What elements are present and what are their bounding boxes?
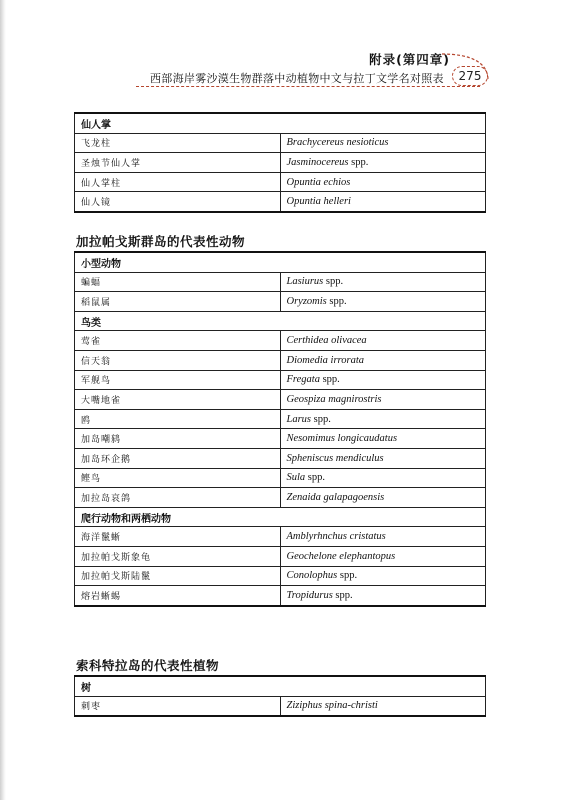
latin-name: Certhidea olivacea xyxy=(286,335,367,347)
chinese-name-cell: 大嘴地雀 xyxy=(75,390,281,410)
chinese-name-cell: 鲣鸟 xyxy=(75,468,281,488)
group-label: 鸟类 xyxy=(75,311,486,331)
section-title-socotra-plants: 索科特拉岛的代表性植物 xyxy=(76,658,220,673)
latin-name: Spheniscus mendiculus xyxy=(286,452,384,464)
latin-name-cell xyxy=(280,448,486,468)
group-label: 仙人掌 xyxy=(75,113,486,133)
chinese-name-cell: 熔岩蜥蜴 xyxy=(75,586,281,606)
latin-name-cell xyxy=(280,133,486,153)
latin-name-cell xyxy=(280,350,486,370)
latin-name-cell xyxy=(280,566,486,586)
latin-name-suffix: spp. xyxy=(326,295,347,307)
latin-name: Jasminocereus xyxy=(286,156,349,168)
latin-name: Zenaida galapagoensis xyxy=(286,491,385,503)
latin-name-cell xyxy=(280,546,486,566)
latin-name: Fregata xyxy=(286,374,320,386)
latin-name-cell xyxy=(280,370,486,390)
group-row xyxy=(75,507,486,527)
section-title-galapagos-animals: 加拉帕戈斯群岛的代表性动物 xyxy=(76,234,246,249)
running-header xyxy=(0,0,570,100)
chinese-name-cell: 飞龙柱 xyxy=(75,133,281,153)
table-row xyxy=(75,153,486,173)
latin-name-cell xyxy=(280,153,486,173)
latin-name: Geospiza magnirostris xyxy=(286,393,382,405)
latin-name-cell xyxy=(280,696,486,716)
galapagos-animals-table xyxy=(74,251,486,607)
latin-name-suffix: spp. xyxy=(319,374,340,386)
latin-name-suffix: spp. xyxy=(311,413,331,425)
latin-name: Tropidurus xyxy=(286,589,333,601)
latin-name: Opuntia echios xyxy=(286,176,351,188)
chinese-name-cell: 加拉帕戈斯象龟 xyxy=(75,546,281,566)
latin-name-cell xyxy=(280,272,486,292)
table-row xyxy=(75,390,486,410)
chinese-name-cell: 加拉岛哀鸽 xyxy=(75,488,281,508)
latin-name-suffix: spp. xyxy=(332,589,353,601)
latin-name-cell xyxy=(280,331,486,351)
table-row xyxy=(75,331,486,351)
latin-name-suffix: spp. xyxy=(305,472,326,484)
chinese-name-cell: 圣烛节仙人掌 xyxy=(75,153,281,173)
chinese-name-cell: 加岛嘲鸫 xyxy=(75,429,281,449)
group-row xyxy=(75,311,486,331)
table-row xyxy=(75,292,486,312)
latin-name-cell xyxy=(280,172,486,192)
table-row xyxy=(75,409,486,429)
chinese-name-cell: 刺枣 xyxy=(75,696,281,716)
latin-name: Conolophus xyxy=(286,570,338,582)
table-row xyxy=(75,133,486,153)
latin-name: Sula xyxy=(286,472,306,484)
latin-name: Brachycereus nesioticus xyxy=(286,137,389,149)
chinese-name-cell: 加拉帕戈斯陆鬣 xyxy=(75,566,281,586)
latin-name: Geochelone elephantopus xyxy=(286,550,396,562)
page-number: 275 xyxy=(452,66,488,86)
latin-name: Opuntia helleri xyxy=(286,196,351,208)
chinese-name-cell: 仙人镜 xyxy=(75,192,281,212)
chinese-name-cell: 蝙蝠 xyxy=(75,272,281,292)
latin-name: Lasiurus xyxy=(286,276,324,288)
chinese-name-cell: 信天翁 xyxy=(75,350,281,370)
latin-name-cell xyxy=(280,527,486,547)
table-row xyxy=(75,370,486,390)
table-row xyxy=(75,527,486,547)
group-label: 爬行动物和两栖动物 xyxy=(75,507,486,527)
chinese-name-cell: 莺雀 xyxy=(75,331,281,351)
chinese-name-cell: 鸥 xyxy=(75,409,281,429)
chinese-name-cell: 海洋鬣蜥 xyxy=(75,527,281,547)
table-row xyxy=(75,192,486,212)
group-label: 树 xyxy=(75,676,486,696)
latin-name: Amblyrhnchus cristatus xyxy=(286,531,386,543)
table-row xyxy=(75,586,486,606)
table-row xyxy=(75,448,486,468)
latin-name-cell xyxy=(280,429,486,449)
header-subtitle: 西部海岸雾沙漠生物群落中动植物中文与拉丁文学名对照表 xyxy=(150,72,444,85)
latin-name: Oryzomis xyxy=(286,295,327,307)
latin-name: Diomedia irrorata xyxy=(286,354,364,366)
latin-name-cell xyxy=(280,586,486,606)
table-row xyxy=(75,546,486,566)
chinese-name-cell: 稻鼠属 xyxy=(75,292,281,312)
table-row xyxy=(75,468,486,488)
latin-name-suffix: spp. xyxy=(323,276,344,288)
header-section-title: 附录(第四章) xyxy=(369,52,450,67)
cactus-table xyxy=(74,112,486,213)
group-row xyxy=(75,113,486,133)
table-row xyxy=(75,429,486,449)
table-row xyxy=(75,272,486,292)
socotra-plants-table xyxy=(74,675,486,717)
table-row xyxy=(75,488,486,508)
latin-name-cell xyxy=(280,409,486,429)
latin-name-cell xyxy=(280,192,486,212)
latin-name-cell xyxy=(280,488,486,508)
table-row xyxy=(75,696,486,716)
latin-name-suffix: spp. xyxy=(348,156,369,168)
latin-name: Ziziphus spina-christi xyxy=(286,700,378,712)
chinese-name-cell: 军舰鸟 xyxy=(75,370,281,390)
group-row xyxy=(75,676,486,696)
table-row xyxy=(75,350,486,370)
chinese-name-cell: 仙人掌柱 xyxy=(75,172,281,192)
latin-name-cell xyxy=(280,468,486,488)
header-rule xyxy=(136,86,480,87)
group-label: 小型动物 xyxy=(75,252,486,272)
latin-name-cell xyxy=(280,390,486,410)
group-row xyxy=(75,252,486,272)
latin-name: Nesomimus longicaudatus xyxy=(286,433,398,445)
latin-name-suffix: spp. xyxy=(337,570,358,582)
table-row xyxy=(75,566,486,586)
latin-name-cell xyxy=(280,292,486,312)
latin-name: Larus xyxy=(286,413,312,425)
table-row xyxy=(75,172,486,192)
page-edge-shadow xyxy=(0,0,6,800)
chinese-name-cell: 加岛环企鹅 xyxy=(75,448,281,468)
